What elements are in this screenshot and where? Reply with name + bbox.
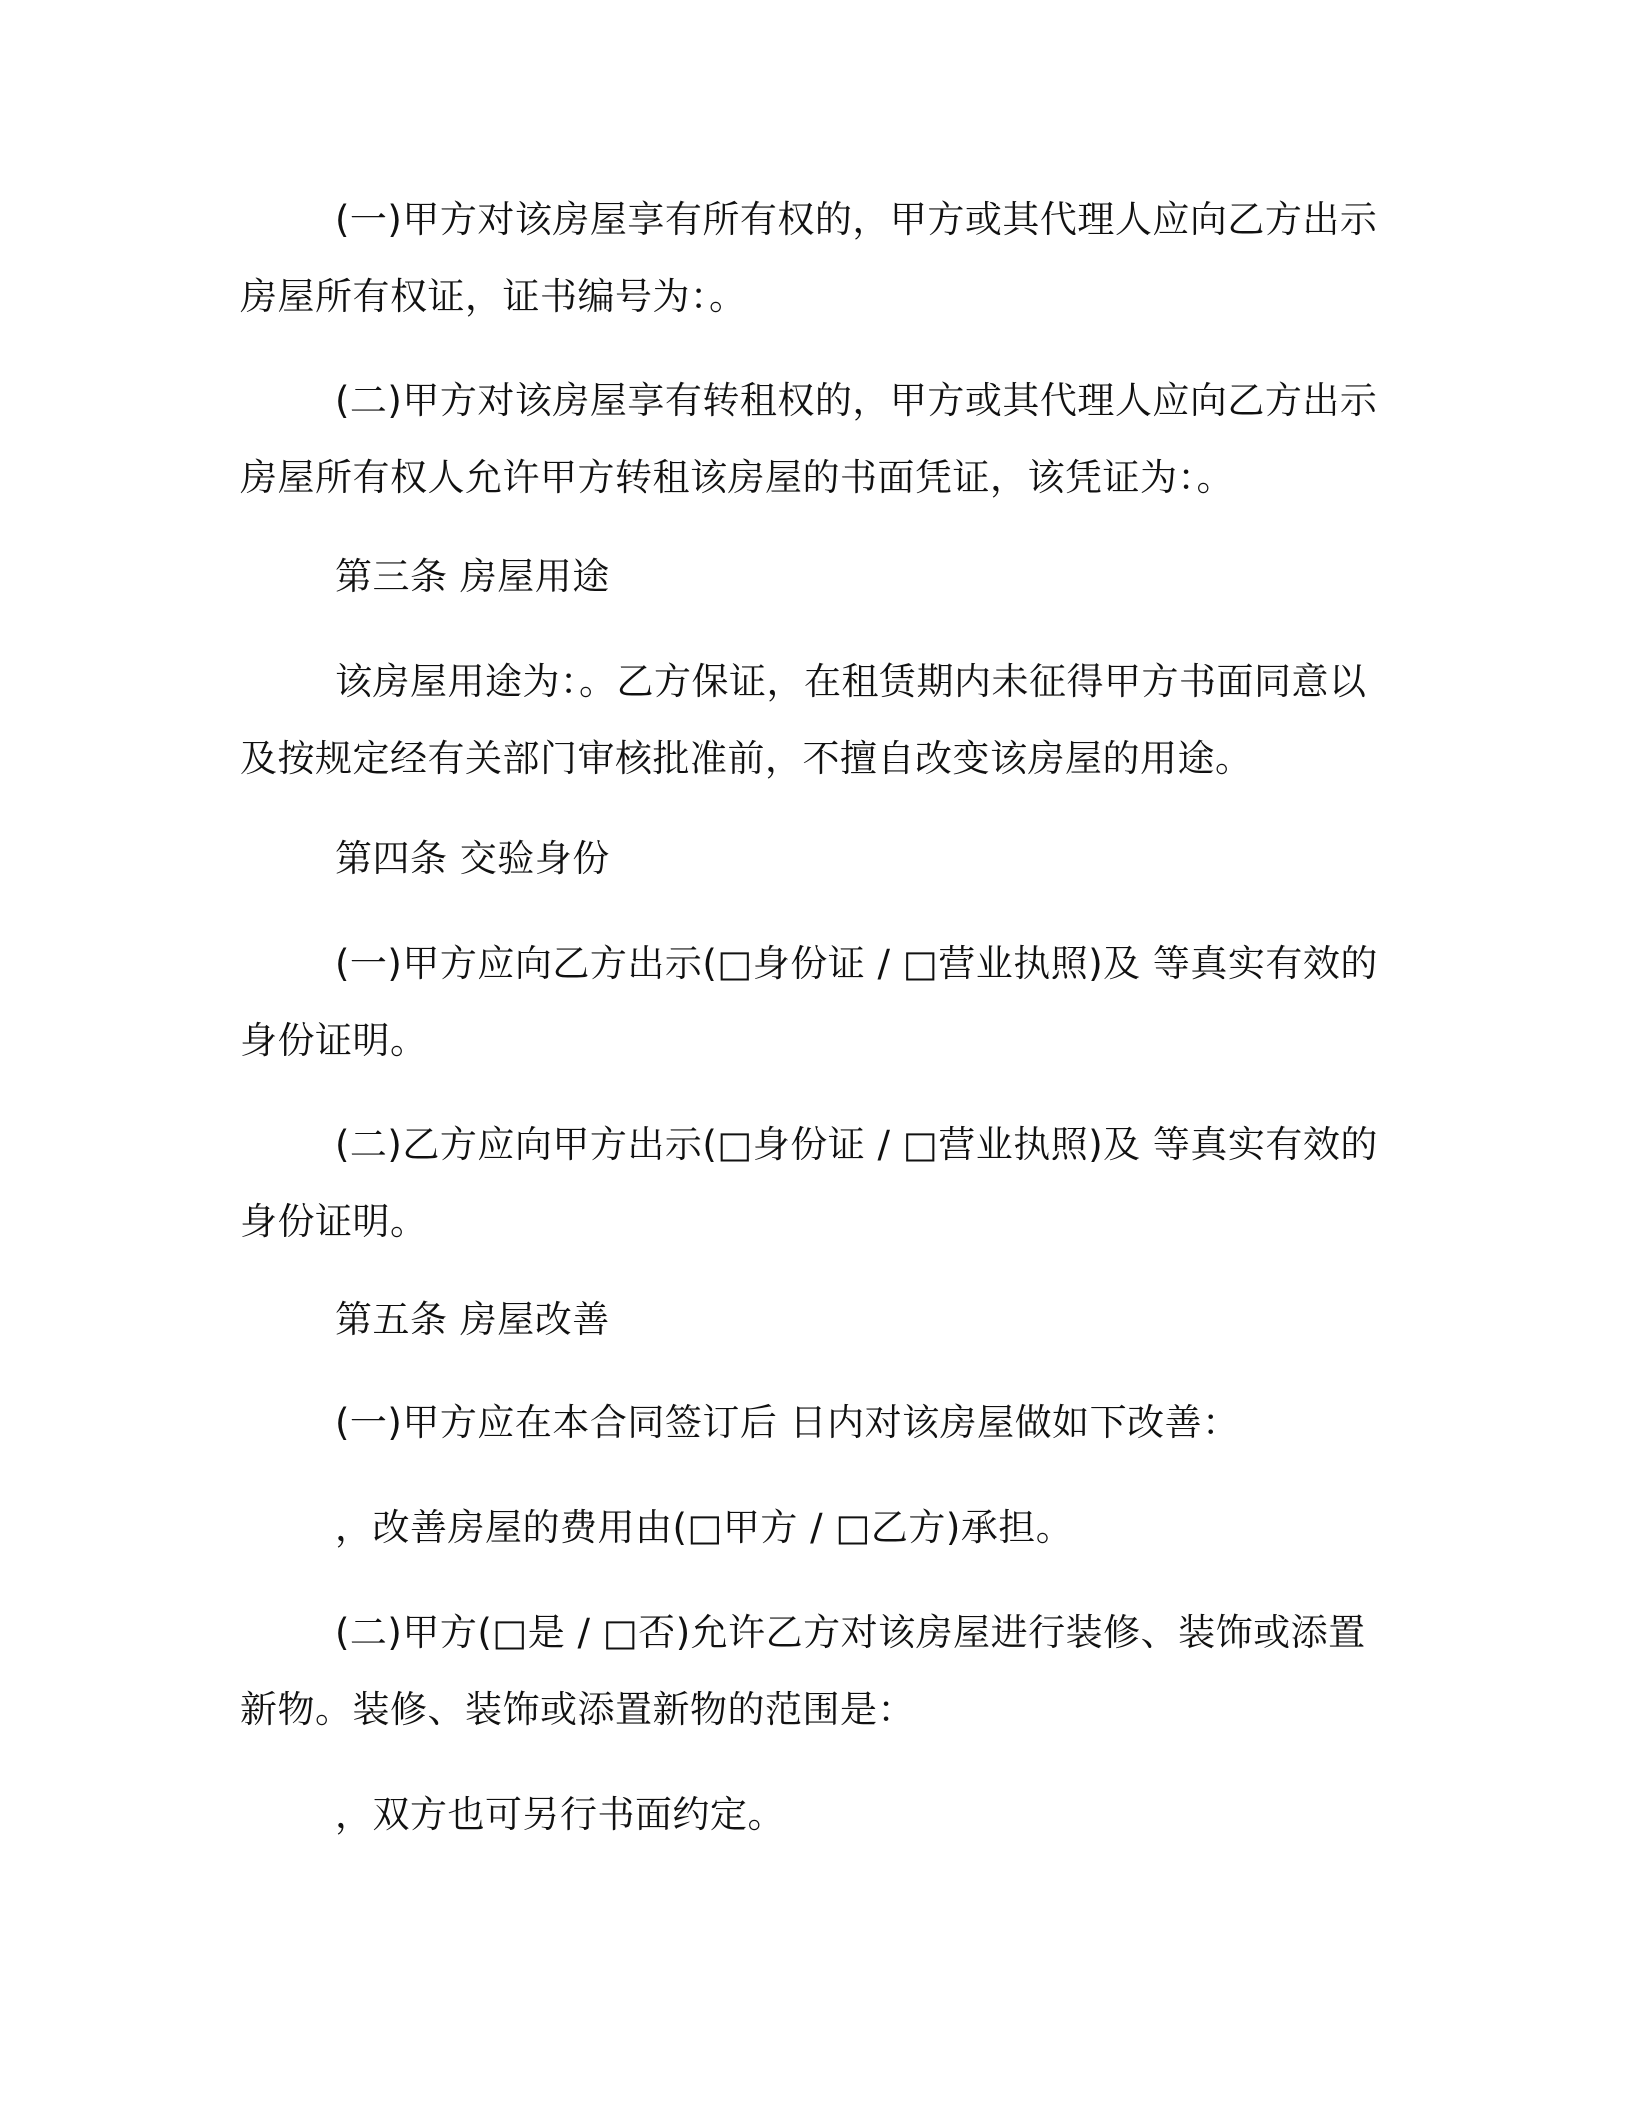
clause-3-body: 该房屋用途为：。乙方保证，在租赁期内未征得甲方书面同意以及按规定经有关部门审核批准前，不擅自改变该房屋的用途。 <box>240 660 1367 780</box>
clause-2-item-1: (一)甲方对该房屋享有所有权的，甲方或其代理人应向乙方出示房屋所有权证，证书编号为：。 <box>240 198 1378 318</box>
clause-4-heading: 第四条 交验身份 <box>335 837 610 880</box>
clause-4-item-2: (二)乙方应向甲方出示(□身份证 / □营业执照)及 等真实有效的身份证明。 <box>240 1123 1378 1243</box>
clause-4-item-1: (一)甲方应向乙方出示(□身份证 / □营业执照)及 等真实有效的身份证明。 <box>240 942 1378 1062</box>
clause-5-heading: 第五条 房屋改善 <box>335 1298 610 1341</box>
clause-2-item-2: (二)甲方对该房屋享有转租权的，甲方或其代理人应向乙方出示房屋所有权人允许甲方转租该房屋的书面凭证，该凭证为：。 <box>240 379 1378 499</box>
clause-5-item-1-continued: ，改善房屋的费用由(□甲方 / □乙方)承担。 <box>335 1506 1074 1549</box>
clause-5-item-2-continued: ，双方也可另行书面约定。 <box>335 1793 785 1836</box>
clause-5-item-2: (二)甲方(□是 / □否)允许乙方对该房屋进行装修、装饰或添置新物。装修、装饰或添置新物的范围是： <box>240 1611 1366 1731</box>
clause-3-heading: 第三条 房屋用途 <box>335 555 610 598</box>
clause-5-item-1: (一)甲方应在本合同签订后 日内对该房屋做如下改善： <box>335 1401 1240 1444</box>
